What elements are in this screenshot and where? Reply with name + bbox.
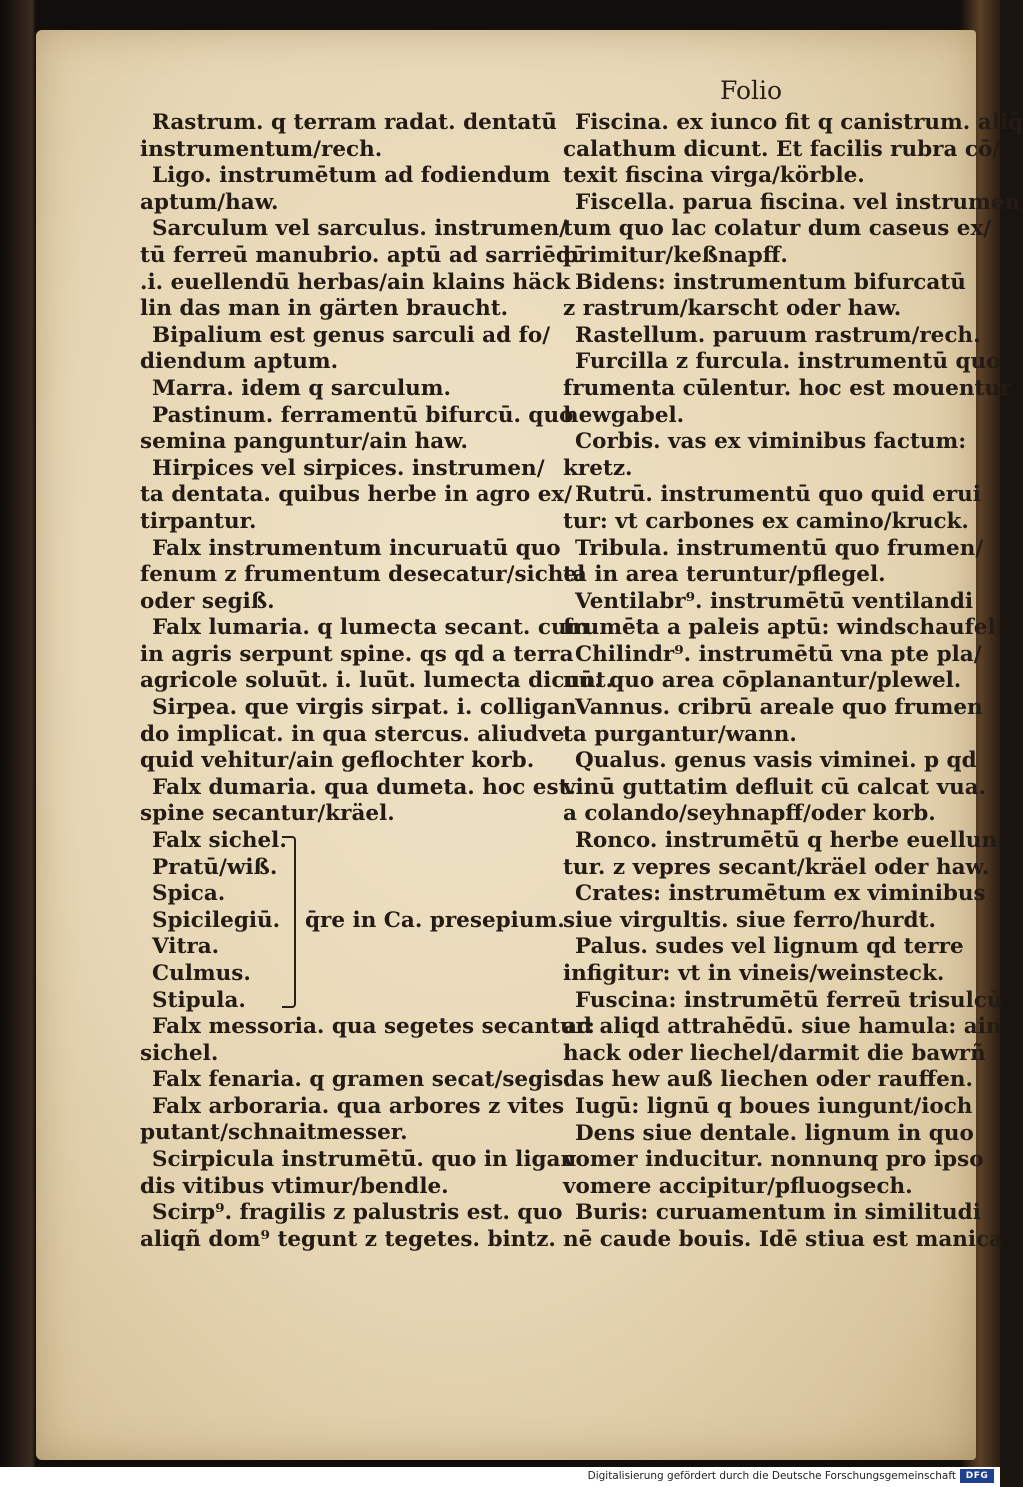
text-line: primitur/keßnapff. [563, 242, 788, 268]
text-line: dis vitibus vtimur/bendle. [140, 1173, 449, 1199]
text-line: tur. z vepres secant/kräel oder haw. [563, 854, 990, 880]
text-line: nū. quo area cōplanantur/plewel. [563, 668, 962, 694]
text-line: ad aliqd attrahēdū. siue hamula: ain [563, 1014, 1002, 1040]
bracket-item: Culmus. [152, 961, 251, 986]
text-line: siue virgultis. siue ferro/hurdt. [563, 907, 936, 933]
text-line: hewgabel. [563, 402, 685, 428]
text-line: Sarculum vel sarculus. instrumen/ [152, 216, 568, 242]
text-line: sichel. [140, 1040, 219, 1066]
bracket-item: Falx sichel. [152, 828, 287, 854]
text-line: in agris serpunt spine. qs qd a terra [140, 641, 574, 667]
text-line: Scirp⁹. fragilis z palustris est. quo [152, 1200, 563, 1226]
text-line: lin das man in gärten braucht. [140, 296, 509, 322]
text-line: frumēta a paleis aptū: windschaufel. [563, 615, 1004, 641]
text-line: Scirpicula instrumētū. quo in ligan [152, 1147, 577, 1172]
text-line: das hew auß liechen oder rauffen. [563, 1067, 973, 1093]
text-line: .i. euellendū herbas/ain klains häck [140, 269, 571, 295]
text-line: quid vehitur/ain geflochter korb. [140, 748, 535, 774]
text-line: semina panguntur/ain haw. [140, 429, 468, 455]
dfg-logo: DFG [960, 1469, 994, 1483]
text-line: Buris: curuamentum in similitudi [575, 1200, 981, 1226]
text-line: Rutrū. instrumentū quo quid erui [575, 482, 981, 508]
text-line: vomere accipitur/pfluogsech. [563, 1173, 913, 1199]
text-line: texit fiscina virga/körble. [563, 163, 865, 189]
text-line: Sirpea. que virgis sirpat. i. colligan [152, 695, 577, 721]
left-column-lines-after [140, 1014, 595, 1253]
text-line: Rastellum. paruum rastrum/rech. [575, 322, 981, 348]
text-line: Furcilla z furcula. instrumentū quo [575, 349, 1001, 375]
text-line: nē caude bouis. Idē stiua est manica [563, 1226, 1004, 1252]
page-header-folio: Folio [720, 76, 783, 105]
text-line: ta dentata. quibus herbe in agro ex/ [140, 482, 573, 508]
text-line: Vannus. cribrū areale quo frumen [575, 695, 983, 721]
text-line: fenum z frumentum desecatur/sichel [140, 562, 586, 588]
text-line: kretz. [563, 455, 633, 481]
text-line: aliqñ dom⁹ tegunt z tegetes. bintz. [140, 1226, 556, 1252]
text-line: Bipalium est genus sarculi ad fo/ [152, 322, 551, 348]
text-line: tirpantur. [140, 508, 257, 534]
text-line: Dens siue dentale. lignum in quo [575, 1120, 974, 1146]
text-line: Falx instrumentum incuruatū quo [152, 535, 561, 561]
text-line: z rastrum/karscht oder haw. [563, 296, 902, 322]
brace-icon [282, 836, 296, 1008]
text-line: a colando/seyhnapff/oder korb. [563, 801, 936, 827]
bracket-group-items [140, 828, 290, 1014]
text-line: Chilindr⁹. instrumētū vna pte pla/ [575, 641, 982, 667]
text-line: do implicat. in qua stercus. aliudve [140, 721, 565, 747]
text-line: Palus. sudes vel lignum qd terre [575, 934, 964, 960]
text-line: aptum/haw. [140, 189, 279, 215]
text-line: oder segiß. [140, 588, 275, 614]
text-line: Bidens: instrumentum bifurcatū [575, 269, 966, 295]
text-line: frumenta cūlentur. hoc est mouentur [563, 375, 1012, 401]
bracket-group-gloss: q̄re in Ca. presepium. [305, 908, 565, 934]
text-line: vomer inducitur. nonnunq pro ipso [563, 1147, 984, 1173]
text-line: Marra. idem q sarculum. [152, 375, 452, 401]
text-line: Iugū: lignū q boues iungunt/ioch [575, 1093, 973, 1119]
text-line: Fiscina. ex iunco fit q canistrum. aliq̄ [575, 110, 1023, 135]
text-line: Falx fenaria. q gramen secat/segis. [152, 1067, 571, 1093]
text-line: Ronco. instrumētū q herbe euellun [575, 828, 998, 854]
text-line: Falx lumaria. q lumecta secant. cum [152, 615, 590, 641]
text-line: Hirpices vel sirpices. instrumen/ [152, 455, 545, 481]
right-column-lines [563, 110, 1023, 1254]
text-line: spine secantur/kräel. [140, 801, 395, 827]
bracket-item: Spica. [152, 881, 226, 907]
text-line: Rastrum. q terram radat. dentatū [152, 110, 557, 135]
text-line: Ligo. instrumētum ad fodiendum [152, 163, 551, 189]
text-line: Falx arboraria. qua arbores z vites [152, 1093, 565, 1119]
text-line: agricole soluūt. i. luūt. lumecta dicunt. [140, 668, 614, 694]
text-line: putant/schnaitmesser. [140, 1120, 408, 1146]
text-line: Falx messoria. qua segetes secantur: [152, 1014, 595, 1040]
text-line: Fiscella. parua fiscina. vel instrumen [575, 189, 1021, 215]
bracket-item: Pratū/wiß. [152, 854, 278, 880]
text-line: calathum dicunt. Et facilis rubra cō/ [563, 136, 1001, 162]
footer-credit: Digitalisierung gefördert durch die Deutsche Forschungsgemeinschaft [587, 1470, 956, 1482]
text-line: vinū guttatim defluit cū calcat vua. [563, 774, 987, 800]
bracket-item: Vitra. [152, 934, 220, 960]
right-column [563, 110, 1023, 1254]
text-line: Falx dumaria. qua dumeta. hoc est. [152, 774, 576, 800]
text-line: Ventilabr⁹. instrumētū ventilandi [575, 588, 974, 614]
bracket-item: Spicilegiū. [152, 907, 281, 933]
text-line: ta purgantur/wann. [563, 721, 797, 747]
bracket-group [140, 828, 565, 1014]
text-line: tur: vt carbones ex camino/kruck. [563, 508, 969, 534]
text-line: infigitur: vt in vineis/weinsteck. [563, 961, 945, 986]
text-line: tū ferreū manubrio. aptū ad sarriēdū [140, 242, 587, 268]
text-line: Fuscina: instrumētū ferreū trisulcū [575, 987, 1003, 1013]
text-line: hack oder liechel/darmit die bawrñ [563, 1040, 986, 1066]
text-line: diendum aptum. [140, 349, 339, 375]
text-line: Crates: instrumētum ex viminibus [575, 881, 986, 907]
text-line: Tribula. instrumentū quo frumen/ [575, 535, 984, 561]
text-line: ta in area teruntur/pflegel. [563, 562, 886, 588]
text-line: instrumentum/rech. [140, 136, 383, 162]
bracket-item: Stipula. [152, 987, 246, 1013]
text-line: Qualus. genus vasis viminei. p qd [575, 748, 977, 774]
text-line: Pastinum. ferramentū bifurcū. quo [152, 402, 574, 428]
text-line: Corbis. vas ex viminibus factum: [575, 429, 967, 455]
text-line: tum quo lac colatur dum caseus ex/ [563, 216, 992, 242]
